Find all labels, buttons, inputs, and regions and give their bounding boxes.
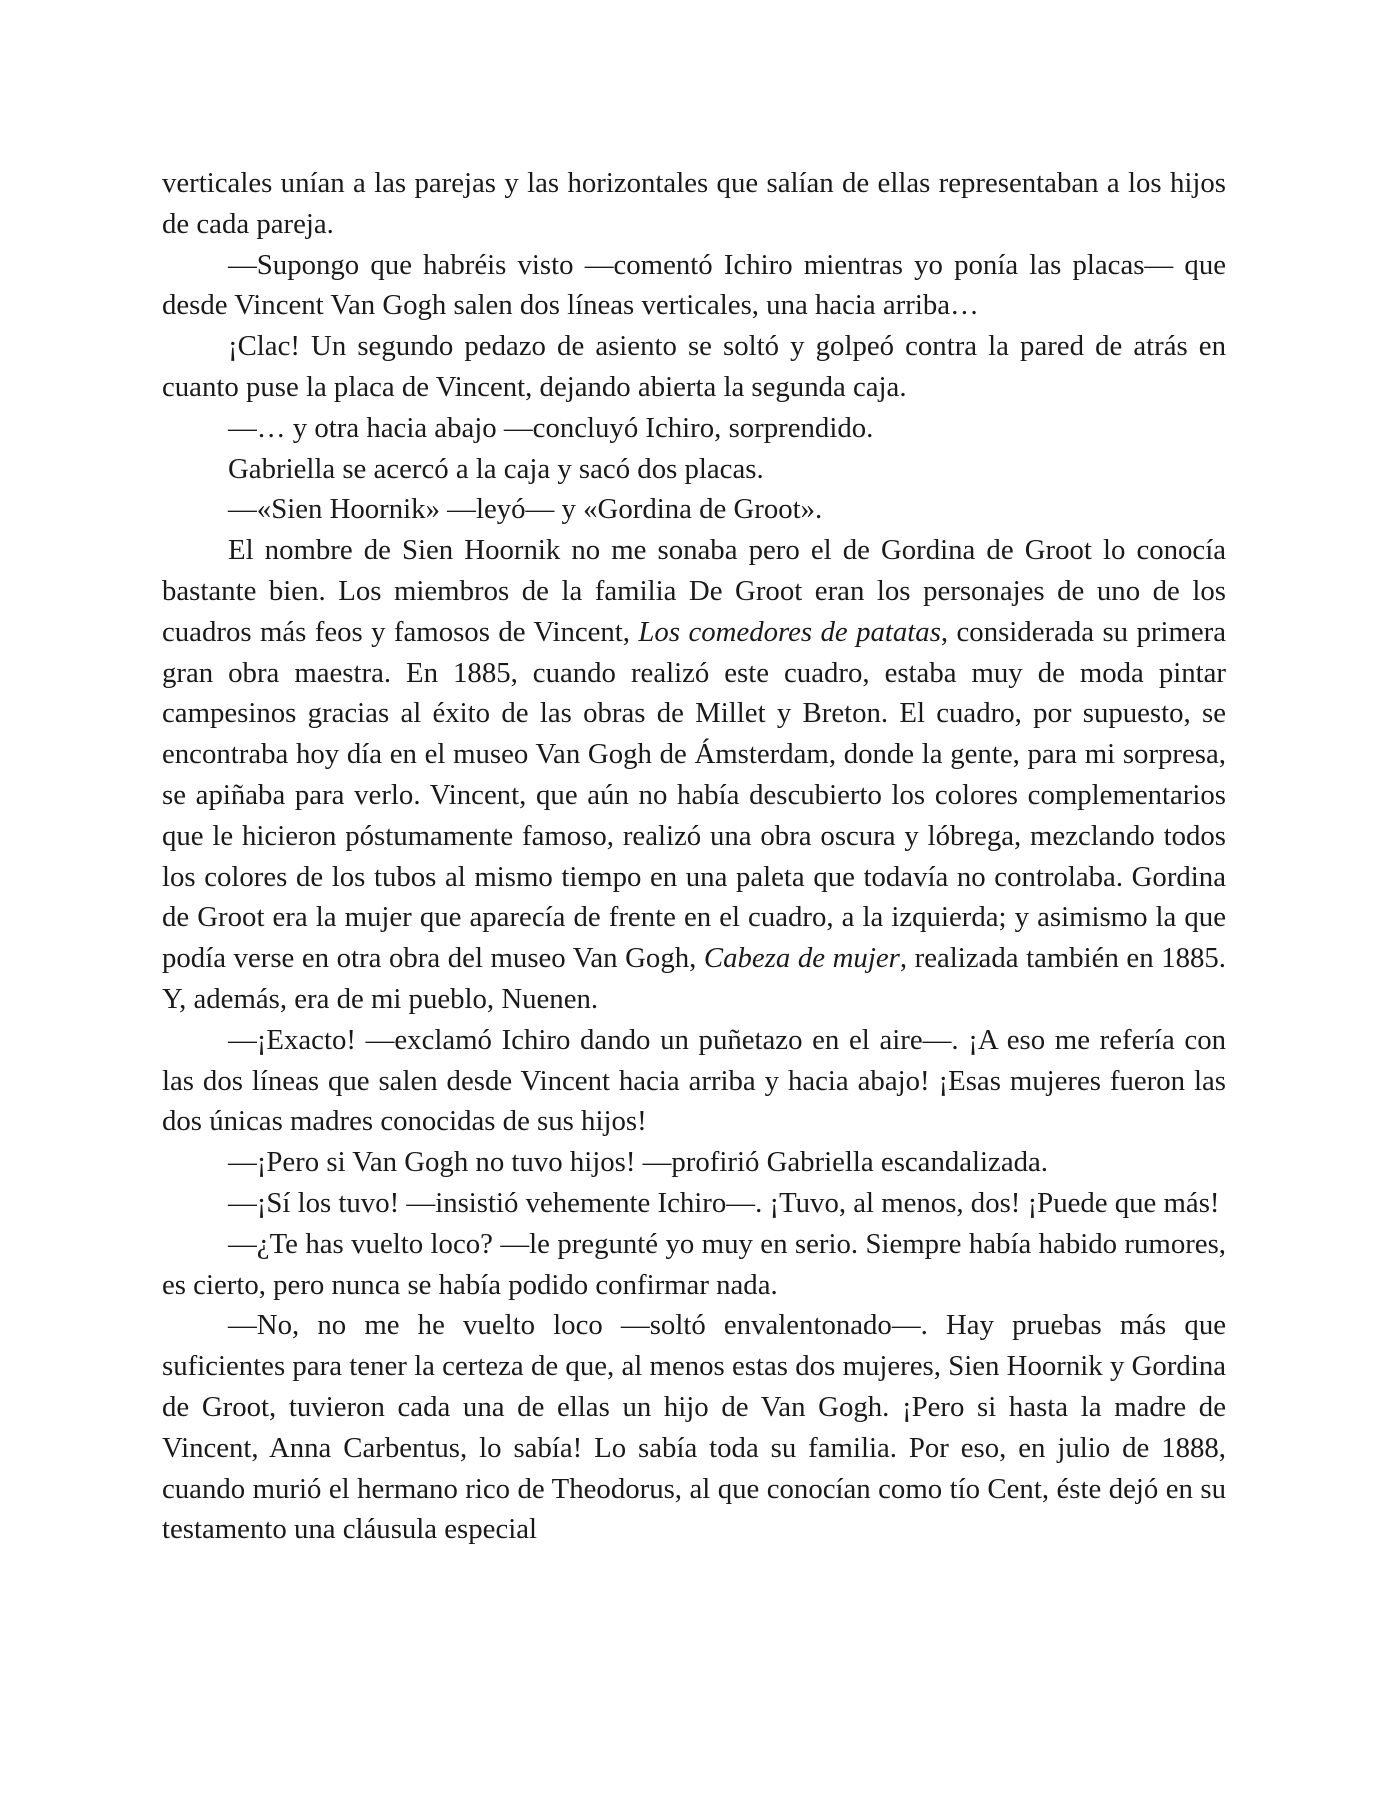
- paragraph-8: —¡Exacto! —exclamó Ichiro dando un puñetazo en el aire—. ¡A eso me refería con las dos líneas que salen desde Vincent hacia arriba y hacia abajo! ¡Esas mujeres fueron las dos únicas madres conocidas de sus hijos!: [162, 1023, 1226, 1138]
- paragraph-6: —«Sien Hoornik» —leyó— y «Gordina de Groot».: [228, 493, 823, 526]
- paragraph-1: verticales unían a las parejas y las horizontales que salían de ellas representaban a los hijos de cada pareja.: [162, 167, 1226, 240]
- paragraph-10: —¡Sí los tuvo! —insistió vehemente Ichiro—. ¡Tuvo, al menos, dos! ¡Puede que más!: [228, 1186, 1220, 1219]
- paragraph-7-text-a: El nombre de Sien Hoornik no me sonaba pero el de Gordina de Groot lo conocía bastante bien. Los miembros de la familia De Groot eran los personajes de uno de los cuadros más feos y famosos de Vincent,: [162, 534, 1226, 648]
- paragraph-4: —… y otra hacia abajo —concluyó Ichiro, sorprendido.: [228, 411, 874, 444]
- painting-title-potato-eaters: Los comedores de patatas: [638, 615, 941, 648]
- paragraph-7: [162, 530, 1226, 1020]
- paragraph-7-text-b: , considerada su primera gran obra maestra. En 1885, cuando realizó este cuadro, estaba muy de moda pintar campesinos gracias al éxito de las obras de Millet y Breton. El cuadro, por supuesto, se encontraba hoy día en el museo Van Gogh de Ámsterdam, donde la gente, para mi sorpresa, se apiñaba para verlo. Vincent, que aún no había descubierto los colores complementarios que le hicieron póstumamente famoso, realizó una obra oscura y lóbrega, mezclando todos los colores de los tubos al mismo tiempo en una paleta que todavía no controlaba. Gordina de Groot era la mujer que aparecía de frente en el cuadro, a la izquierda; y asimismo la que podía verse en otra obra del museo Van Gogh,: [162, 615, 1226, 975]
- paragraph-7-text-c: , realizada también en 1885. Y, además, era de mi pueblo, Nuenen.: [162, 942, 1226, 1015]
- paragraph-12: —No, no me he vuelto loco —soltó envalentonado—. Hay pruebas más que suficientes para tener la certeza de que, al menos estas dos mujeres, Sien Hoornik y Gordina de Groot, tuvieron cada una de ellas un hijo de Van Gogh. ¡Pero si hasta la madre de Vincent, Anna Carbentus, lo sabía! Lo sabía toda su familia. Por eso, en julio de 1888, cuando murió el hermano rico de Theodorus, al que conocían como tío Cent, éste dejó en su testamento una cláusula especial: [162, 1309, 1226, 1546]
- paragraph-11: —¿Te has vuelto loco? —le pregunté yo muy en serio. Siempre había habido rumores, es cierto, pero nunca se había podido confirmar nada.: [162, 1227, 1226, 1301]
- paragraph-2: —Supongo que habréis visto —comentó Ichiro mientras yo ponía las placas— que desde Vincent Van Gogh salen dos líneas verticales, una hacia arriba…: [162, 248, 1226, 322]
- paragraph-5: Gabriella se acercó a la caja y sacó dos placas.: [228, 452, 764, 485]
- paragraph-3: ¡Clac! Un segundo pedazo de asiento se soltó y golpeó contra la pared de atrás en cuanto puse la placa de Vincent, dejando abierta la segunda caja.: [162, 330, 1226, 403]
- paragraph-9: —¡Pero si Van Gogh no tuvo hijos! —profirió Gabriella escandalizada.: [228, 1146, 1048, 1179]
- painting-title-head-of-woman: Cabeza de mujer: [703, 942, 900, 975]
- page-body: [162, 163, 1226, 1550]
